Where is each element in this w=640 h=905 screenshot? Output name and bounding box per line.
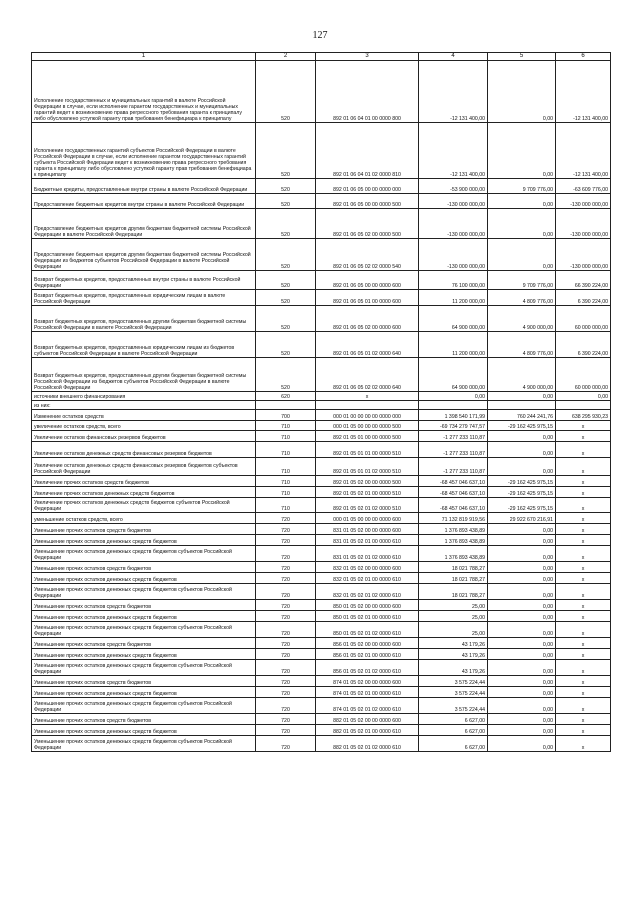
executed-amount-cell: -29 162 425 975,15 [488, 487, 556, 498]
table-row [32, 290, 611, 306]
approved-amount-cell: -69 734 279 747,57 [419, 421, 488, 431]
unexecuted-amount-cell: x [556, 573, 611, 584]
approved-amount-cell: 6 627,00 [419, 714, 488, 725]
unexecuted-amount-cell: -63 609 776,00 [556, 179, 611, 194]
executed-amount-cell: 0,00 [488, 611, 556, 622]
table-row [32, 271, 611, 290]
approved-amount-cell: 64 900 000,00 [419, 306, 488, 332]
row-name-cell: Предоставление бюджетных кредитов другим бюджетам бюджетной системы Российской Федерации в валюте Российской Федерации [32, 209, 256, 239]
column-number: 2 [256, 53, 316, 61]
approved-amount-cell: 1 376 893 438,89 [419, 546, 488, 562]
row-name-cell: Уменьшение прочих остатков денежных средств бюджетов [32, 649, 256, 660]
row-code-cell: 720 [256, 535, 316, 546]
row-kbk-cell: 892 01 06 05 02 02 0000 540 [316, 239, 419, 271]
approved-amount-cell: 1 376 893 438,89 [419, 535, 488, 546]
table-row [32, 401, 611, 410]
approved-amount-cell: 18 021 788,27 [419, 584, 488, 600]
row-code-cell: 520 [256, 209, 316, 239]
row-kbk-cell: 892 01 05 02 01 00 0000 510 [316, 487, 419, 498]
unexecuted-amount-cell: x [556, 622, 611, 638]
executed-amount-cell: 0,00 [488, 573, 556, 584]
row-kbk-cell: 832 01 05 02 00 00 0000 600 [316, 562, 419, 573]
approved-amount-cell: 18 021 788,27 [419, 573, 488, 584]
executed-amount-cell: 0,00 [488, 622, 556, 638]
row-code-cell: 720 [256, 649, 316, 660]
unexecuted-amount-cell: -130 000 000,00 [556, 209, 611, 239]
row-kbk-cell: 000 01 05 00 00 00 0000 600 [316, 513, 419, 524]
table-row [32, 239, 611, 271]
approved-amount-cell: 6 627,00 [419, 725, 488, 736]
unexecuted-amount-cell: x [556, 458, 611, 476]
approved-amount-cell: 25,00 [419, 622, 488, 638]
approved-amount-cell: 43 179,26 [419, 638, 488, 649]
executed-amount-cell: 760 244 241,76 [488, 410, 556, 421]
table-row [32, 687, 611, 698]
row-kbk-cell: 831 01 05 02 01 02 0000 610 [316, 546, 419, 562]
executed-amount-cell: 0,00 [488, 524, 556, 535]
row-kbk-cell: 832 01 05 02 01 00 0000 610 [316, 573, 419, 584]
row-code-cell: 520 [256, 61, 316, 123]
approved-amount-cell: 11 200 000,00 [419, 290, 488, 306]
approved-amount-cell: 43 179,26 [419, 649, 488, 660]
row-kbk-cell: 850 01 05 02 01 00 0000 610 [316, 611, 419, 622]
row-kbk-cell: 892 01 05 01 01 00 0000 510 [316, 442, 419, 458]
row-name-cell: Уменьшение прочих остатков денежных средств бюджетов субъектов Российской Федерации [32, 698, 256, 714]
row-name-cell: Исполнение государственных гарантий субъектов Российской Федерации в валюте Российской Федерации в случае, если исполнение гарантом государственных гарантий субъекта Российской Федерации ведет к возникновению права регрессного требования гаранта к принципалу либо обусловлено уступкой гаранту прав требования бенефициара к принципалу [32, 123, 256, 179]
approved-amount-cell: -1 277 233 110,87 [419, 458, 488, 476]
table-row [32, 676, 611, 687]
row-kbk-cell: 892 01 06 05 00 00 0000 500 [316, 194, 419, 209]
approved-amount-cell: -68 457 046 637,10 [419, 487, 488, 498]
table-row [32, 410, 611, 421]
approved-amount-cell: -53 900 000,00 [419, 179, 488, 194]
row-code-cell: 710 [256, 421, 316, 431]
row-name-cell: Возврат бюджетных кредитов, предоставленных другим бюджетам бюджетной системы Российской Федерации из бюджетов субъектов Российской Федерации в валюте Российской Федерации [32, 358, 256, 392]
executed-amount-cell: 0,00 [488, 649, 556, 660]
unexecuted-amount-cell: x [556, 546, 611, 562]
row-kbk-cell: 892 01 05 01 00 00 0000 500 [316, 431, 419, 442]
unexecuted-amount-cell: x [556, 487, 611, 498]
executed-amount-cell: 0,00 [488, 61, 556, 123]
row-name-cell: Возврат бюджетных кредитов, предоставленных внутри страны в валюте Российской Федерации [32, 271, 256, 290]
executed-amount-cell: 4 900 000,00 [488, 306, 556, 332]
row-kbk-cell: 874 01 05 02 01 02 0000 610 [316, 698, 419, 714]
row-kbk-cell: 892 01 06 05 01 02 0000 640 [316, 332, 419, 358]
row-code-cell: 720 [256, 687, 316, 698]
row-code-cell: 520 [256, 332, 316, 358]
table-row [32, 209, 611, 239]
unexecuted-amount-cell: x [556, 638, 611, 649]
row-name-cell: Возврат бюджетных кредитов, предоставленных другим бюджетам бюджетной системы Российской Федерации в валюте Российской Федерации [32, 306, 256, 332]
row-name-cell: Уменьшение прочих остатков денежных средств бюджетов [32, 535, 256, 546]
row-code-cell: 720 [256, 676, 316, 687]
row-kbk-cell: 892 01 05 02 01 02 0000 510 [316, 498, 419, 513]
executed-amount-cell: 0,00 [488, 600, 556, 611]
row-kbk-cell: 892 01 06 05 00 00 0000 600 [316, 271, 419, 290]
row-code-cell: 520 [256, 358, 316, 392]
column-number: 4 [419, 53, 488, 61]
table-row [32, 476, 611, 487]
unexecuted-amount-cell: 638 295 930,23 [556, 410, 611, 421]
table-row [32, 392, 611, 401]
row-code-cell [256, 401, 316, 410]
executed-amount-cell: 0,00 [488, 725, 556, 736]
table-row [32, 725, 611, 736]
table-row [32, 714, 611, 725]
row-name-cell: Уменьшение прочих остатков средств бюджетов [32, 524, 256, 535]
approved-amount-cell: -12 131 400,00 [419, 123, 488, 179]
table-row [32, 562, 611, 573]
approved-amount-cell [419, 401, 488, 410]
column-number: 3 [316, 53, 419, 61]
unexecuted-amount-cell: -12 131 400,00 [556, 123, 611, 179]
row-name-cell: Изменение остатков средств [32, 410, 256, 421]
row-name-cell: Увеличение остатков финансовых резервов бюджетов [32, 431, 256, 442]
row-kbk-cell: 892 01 06 04 01 02 0000 810 [316, 123, 419, 179]
row-name-cell: увеличение остатков средств, всего [32, 421, 256, 431]
row-name-cell: Уменьшение прочих остатков средств бюджетов [32, 600, 256, 611]
row-code-cell: 720 [256, 714, 316, 725]
table-row [32, 458, 611, 476]
row-code-cell: 710 [256, 431, 316, 442]
unexecuted-amount-cell [556, 401, 611, 410]
row-code-cell: 720 [256, 638, 316, 649]
table-row [32, 498, 611, 513]
row-code-cell: 720 [256, 524, 316, 535]
table-row [32, 600, 611, 611]
approved-amount-cell: 3 575 224,44 [419, 676, 488, 687]
row-name-cell: Уменьшение прочих остатков денежных средств бюджетов субъектов Российской Федерации [32, 546, 256, 562]
row-kbk-cell: 856 01 05 02 00 00 0000 600 [316, 638, 419, 649]
row-name-cell: Уменьшение прочих остатков денежных средств бюджетов субъектов Российской Федерации [32, 622, 256, 638]
row-kbk-cell: 882 01 05 02 00 00 0000 600 [316, 714, 419, 725]
row-name-cell: Предоставление бюджетных кредитов другим бюджетам бюджетной системы Российской Федерации из бюджетов субъектов Российской Федерации в валюте Российской Федерации [32, 239, 256, 271]
table-row [32, 535, 611, 546]
row-code-cell: 520 [256, 306, 316, 332]
executed-amount-cell: 0,00 [488, 458, 556, 476]
row-name-cell: Уменьшение прочих остатков денежных средств бюджетов субъектов Российской Федерации [32, 736, 256, 752]
row-kbk-cell: 892 01 05 01 01 02 0000 510 [316, 458, 419, 476]
row-code-cell: 620 [256, 392, 316, 401]
unexecuted-amount-cell: x [556, 698, 611, 714]
row-code-cell: 520 [256, 239, 316, 271]
row-code-cell: 720 [256, 546, 316, 562]
unexecuted-amount-cell: x [556, 562, 611, 573]
row-code-cell: 720 [256, 562, 316, 573]
unexecuted-amount-cell: x [556, 611, 611, 622]
row-code-cell: 520 [256, 123, 316, 179]
table-row [32, 487, 611, 498]
row-name-cell: из них: [32, 401, 256, 410]
executed-amount-cell: 0,00 [488, 209, 556, 239]
column-number: 6 [556, 53, 611, 61]
row-code-cell: 520 [256, 194, 316, 209]
executed-amount-cell: 0,00 [488, 660, 556, 676]
executed-amount-cell: 0,00 [488, 584, 556, 600]
approved-amount-cell: 43 179,26 [419, 660, 488, 676]
table-row [32, 660, 611, 676]
approved-amount-cell: 0,00 [419, 392, 488, 401]
row-name-cell: Уменьшение прочих остатков денежных средств бюджетов субъектов Российской Федерации [32, 660, 256, 676]
table-row [32, 513, 611, 524]
row-name-cell: уменьшение остатков средств, всего [32, 513, 256, 524]
row-name-cell: Уменьшение прочих остатков денежных средств бюджетов субъектов Российской Федерации [32, 584, 256, 600]
executed-amount-cell: 0,00 [488, 562, 556, 573]
approved-amount-cell: 25,00 [419, 600, 488, 611]
executed-amount-cell: 4 809 776,00 [488, 290, 556, 306]
row-code-cell: 720 [256, 736, 316, 752]
row-kbk-cell: 892 01 06 05 02 02 0000 640 [316, 358, 419, 392]
row-name-cell: Бюджетные кредиты, предоставленные внутри страны в валюте Российской Федерации [32, 179, 256, 194]
row-kbk-cell: 892 01 06 05 02 00 0000 500 [316, 209, 419, 239]
unexecuted-amount-cell: x [556, 442, 611, 458]
row-kbk-cell: 882 01 05 02 01 02 0000 610 [316, 736, 419, 752]
table-row [32, 546, 611, 562]
unexecuted-amount-cell: x [556, 421, 611, 431]
executed-amount-cell: 0,00 [488, 123, 556, 179]
table-row [32, 421, 611, 431]
approved-amount-cell: 3 575 224,44 [419, 687, 488, 698]
row-kbk-cell: 000 01 00 00 00 00 0000 000 [316, 410, 419, 421]
unexecuted-amount-cell: 6 390 224,00 [556, 290, 611, 306]
row-code-cell: 710 [256, 498, 316, 513]
table-row [32, 584, 611, 600]
table-row [32, 649, 611, 660]
row-name-cell: источники внешнего финансирования [32, 392, 256, 401]
table-row [32, 736, 611, 752]
executed-amount-cell: 0,00 [488, 442, 556, 458]
row-kbk-cell: x [316, 392, 419, 401]
unexecuted-amount-cell: x [556, 535, 611, 546]
table-row [32, 638, 611, 649]
row-name-cell: Предоставление бюджетных кредитов внутри страны в валюте Российской Федерации [32, 194, 256, 209]
row-kbk-cell: 882 01 05 02 01 00 0000 610 [316, 725, 419, 736]
executed-amount-cell: -29 162 425 975,15 [488, 476, 556, 487]
table-row [32, 524, 611, 535]
row-kbk-cell: 892 01 06 04 01 00 0000 800 [316, 61, 419, 123]
unexecuted-amount-cell: 6 390 224,00 [556, 332, 611, 358]
executed-amount-cell: 0,00 [488, 714, 556, 725]
row-kbk-cell: 850 01 05 02 00 00 0000 600 [316, 600, 419, 611]
unexecuted-amount-cell: x [556, 676, 611, 687]
row-code-cell: 720 [256, 573, 316, 584]
table-row [32, 431, 611, 442]
row-kbk-cell: 856 01 05 02 01 00 0000 610 [316, 649, 419, 660]
executed-amount-cell: 0,00 [488, 546, 556, 562]
executed-amount-cell: 29 922 670 216,91 [488, 513, 556, 524]
row-code-cell: 720 [256, 611, 316, 622]
executed-amount-cell: 0,00 [488, 239, 556, 271]
row-name-cell: Возврат бюджетных кредитов, предоставленных юридическим лицам из бюджетов субъектов Российской Федерации в валюте Российской Федерации [32, 332, 256, 358]
row-kbk-cell: 892 01 06 05 01 00 0000 600 [316, 290, 419, 306]
executed-amount-cell: 0,00 [488, 687, 556, 698]
row-kbk-cell: 856 01 05 02 01 02 0000 610 [316, 660, 419, 676]
executed-amount-cell: 4 900 000,00 [488, 358, 556, 392]
approved-amount-cell: 11 200 000,00 [419, 332, 488, 358]
row-kbk-cell: 831 01 05 02 00 00 0000 600 [316, 524, 419, 535]
table-row [32, 194, 611, 209]
row-code-cell: 710 [256, 487, 316, 498]
unexecuted-amount-cell: x [556, 513, 611, 524]
executed-amount-cell: 0,00 [488, 676, 556, 687]
approved-amount-cell: 64 900 000,00 [419, 358, 488, 392]
row-kbk-cell: 831 01 05 02 01 00 0000 610 [316, 535, 419, 546]
row-name-cell: Увеличение остатков денежных средств финансовых резервов бюджетов [32, 442, 256, 458]
row-kbk-cell: 892 01 05 02 00 00 0000 500 [316, 476, 419, 487]
approved-amount-cell: -130 000 000,00 [419, 194, 488, 209]
row-code-cell: 700 [256, 410, 316, 421]
approved-amount-cell: 25,00 [419, 611, 488, 622]
row-kbk-cell: 850 01 05 02 01 02 0000 610 [316, 622, 419, 638]
executed-amount-cell: 0,00 [488, 194, 556, 209]
row-name-cell: Уменьшение прочих остатков средств бюджетов [32, 714, 256, 725]
budget-sources-table [31, 52, 611, 752]
approved-amount-cell: 3 575 224,44 [419, 698, 488, 714]
table-row [32, 611, 611, 622]
page-number: 127 [312, 30, 328, 41]
row-code-cell: 720 [256, 584, 316, 600]
row-name-cell: Уменьшение прочих остатков денежных средств бюджетов [32, 687, 256, 698]
approved-amount-cell: -68 457 046 637,10 [419, 498, 488, 513]
row-kbk-cell: 832 01 05 02 01 02 0000 610 [316, 584, 419, 600]
unexecuted-amount-cell: x [556, 660, 611, 676]
approved-amount-cell: 76 100 000,00 [419, 271, 488, 290]
table-row [32, 622, 611, 638]
row-kbk-cell: 000 01 05 00 00 00 0000 500 [316, 421, 419, 431]
column-number-row [32, 53, 611, 61]
row-name-cell: Увеличение прочих остатков средств бюджетов [32, 476, 256, 487]
row-name-cell: Уменьшение прочих остатков денежных средств бюджетов [32, 611, 256, 622]
unexecuted-amount-cell: x [556, 498, 611, 513]
row-name-cell: Уменьшение прочих остатков средств бюджетов [32, 638, 256, 649]
row-name-cell: Возврат бюджетных кредитов, предоставленных юридическим лицам в валюте Российской Федерации [32, 290, 256, 306]
table-row [32, 179, 611, 194]
unexecuted-amount-cell: x [556, 524, 611, 535]
unexecuted-amount-cell: -130 000 000,00 [556, 194, 611, 209]
approved-amount-cell: -130 000 000,00 [419, 239, 488, 271]
row-name-cell: Увеличение остатков денежных средств финансовых резервов бюджетов субъектов Российской Федерации [32, 458, 256, 476]
row-code-cell: 520 [256, 290, 316, 306]
row-code-cell: 720 [256, 725, 316, 736]
unexecuted-amount-cell: x [556, 476, 611, 487]
executed-amount-cell: -29 162 425 975,15 [488, 498, 556, 513]
row-name-cell: Уменьшение прочих остатков средств бюджетов [32, 676, 256, 687]
unexecuted-amount-cell: 60 000 000,00 [556, 358, 611, 392]
row-name-cell: Увеличение прочих остатков денежных средств бюджетов субъектов Российской Федерации [32, 498, 256, 513]
table-row [32, 332, 611, 358]
approved-amount-cell: -12 131 400,00 [419, 61, 488, 123]
approved-amount-cell: 6 627,00 [419, 736, 488, 752]
unexecuted-amount-cell: x [556, 714, 611, 725]
row-code-cell: 720 [256, 660, 316, 676]
unexecuted-amount-cell: 66 390 224,00 [556, 271, 611, 290]
row-name-cell: Уменьшение прочих остатков денежных средств бюджетов [32, 725, 256, 736]
table-body [32, 53, 611, 752]
unexecuted-amount-cell: x [556, 736, 611, 752]
executed-amount-cell: 0,00 [488, 736, 556, 752]
row-code-cell: 710 [256, 476, 316, 487]
executed-amount-cell [488, 401, 556, 410]
approved-amount-cell: 18 021 788,27 [419, 562, 488, 573]
unexecuted-amount-cell: x [556, 431, 611, 442]
executed-amount-cell: 0,00 [488, 638, 556, 649]
unexecuted-amount-cell: x [556, 687, 611, 698]
row-kbk-cell: 892 01 06 05 02 00 0000 600 [316, 306, 419, 332]
approved-amount-cell: 1 398 540 171,99 [419, 410, 488, 421]
row-code-cell: 720 [256, 600, 316, 611]
row-code-cell: 710 [256, 442, 316, 458]
unexecuted-amount-cell: 60 000 000,00 [556, 306, 611, 332]
row-kbk-cell: 874 01 05 02 00 00 0000 600 [316, 676, 419, 687]
table-row [32, 123, 611, 179]
table-row [32, 442, 611, 458]
approved-amount-cell: 71 132 819 919,56 [419, 513, 488, 524]
executed-amount-cell: 0,00 [488, 698, 556, 714]
approved-amount-cell: -68 457 046 637,10 [419, 476, 488, 487]
approved-amount-cell: -1 277 233 110,87 [419, 431, 488, 442]
row-name-cell: Увеличение прочих остатков денежных средств бюджетов [32, 487, 256, 498]
table-row [32, 61, 611, 123]
unexecuted-amount-cell: -12 131 400,00 [556, 61, 611, 123]
unexecuted-amount-cell: 0,00 [556, 392, 611, 401]
row-kbk-cell: 874 01 05 02 01 00 0000 610 [316, 687, 419, 698]
executed-amount-cell: -29 162 425 975,15 [488, 421, 556, 431]
row-name-cell: Уменьшение прочих остатков средств бюджетов [32, 562, 256, 573]
executed-amount-cell: 0,00 [488, 535, 556, 546]
unexecuted-amount-cell: x [556, 584, 611, 600]
unexecuted-amount-cell: x [556, 600, 611, 611]
row-kbk-cell: 892 01 06 05 00 00 0000 000 [316, 179, 419, 194]
table-row [32, 573, 611, 584]
row-name-cell: Уменьшение прочих остатков денежных средств бюджетов [32, 573, 256, 584]
row-name-cell: Исполнение государственных и муниципальных гарантий в валюте Российской Федерации в случае, если исполнение гарантом государственных и муниципальных гарантий ведет к возникновению права регрессного требования гаранта к принципалу либо обусловлено уступкой гаранту прав требования бенефициара к принципалу [32, 61, 256, 123]
unexecuted-amount-cell: -130 000 000,00 [556, 239, 611, 271]
executed-amount-cell: 9 709 776,00 [488, 179, 556, 194]
approved-amount-cell: -1 277 233 110,87 [419, 442, 488, 458]
executed-amount-cell: 0,00 [488, 431, 556, 442]
unexecuted-amount-cell: x [556, 725, 611, 736]
column-number: 5 [488, 53, 556, 61]
executed-amount-cell: 9 709 776,00 [488, 271, 556, 290]
row-kbk-cell [316, 401, 419, 410]
row-code-cell: 720 [256, 698, 316, 714]
unexecuted-amount-cell: x [556, 649, 611, 660]
row-code-cell: 720 [256, 622, 316, 638]
row-code-cell: 720 [256, 513, 316, 524]
row-code-cell: 520 [256, 271, 316, 290]
table-row [32, 306, 611, 332]
approved-amount-cell: 1 376 893 438,89 [419, 524, 488, 535]
executed-amount-cell: 0,00 [488, 392, 556, 401]
table-row [32, 358, 611, 392]
table-row [32, 698, 611, 714]
row-code-cell: 710 [256, 458, 316, 476]
column-number: 1 [32, 53, 256, 61]
executed-amount-cell: 4 809 776,00 [488, 332, 556, 358]
approved-amount-cell: -130 000 000,00 [419, 209, 488, 239]
row-code-cell: 520 [256, 179, 316, 194]
